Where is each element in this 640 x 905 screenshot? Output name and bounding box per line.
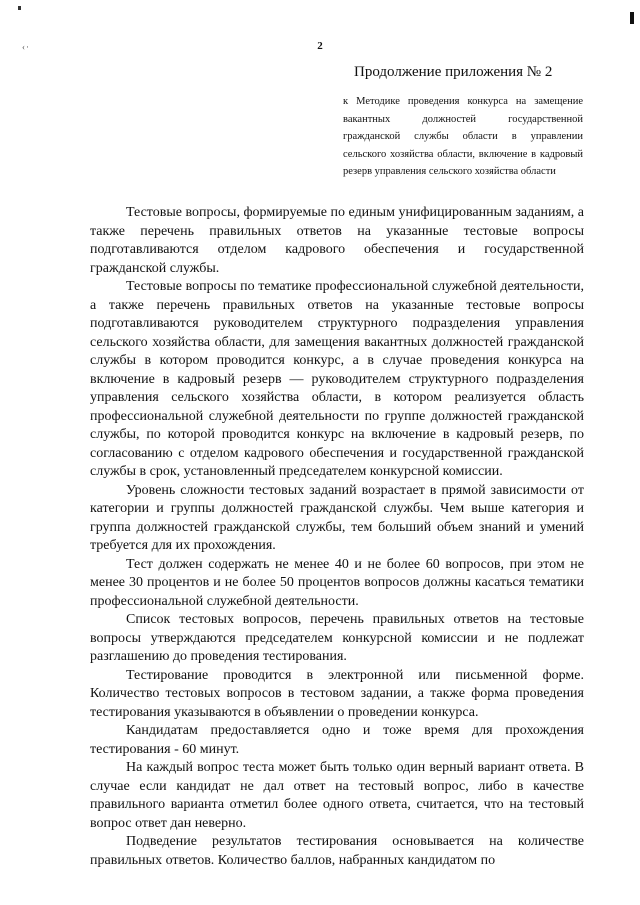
page-number: 2	[317, 40, 323, 52]
scan-mark	[630, 12, 634, 24]
appendix-title: Продолжение приложения № 2	[354, 64, 553, 80]
scan-mark	[18, 6, 21, 10]
body-text	[90, 204, 584, 870]
paragraph: Тестовые вопросы по тематике профессиональной служебной деятельности, а также перечень правильных ответов на указанные тестовые вопросы подготавливаются руководителем структурного подразделения управления сельского хозяйства области, для замещения вакантных должностей гражданской службы в котором проводится конкурс, а в случае проведения конкурса на включение в кадровый резерв — руководителем структурного подразделения управления сельского хозяйства области, в котором реализуется область профессиональной служебной деятельности по группе должностей гражданской службы, по которой проводится конкурс на включение в кадровый резерв, по согласованию с отделом кадрового обеспечения и государственной гражданской службы в срок, установленный председателем конкурсной комиссии.	[90, 279, 584, 479]
paragraph: Подведение результатов тестирования основывается на количестве правильных ответов. Количество баллов, набранных кандидатом по	[90, 834, 584, 868]
paragraph: Тестовые вопросы, формируемые по единым унифицированным заданиям, а также перечень правильных ответов на указанные тестовые вопросы подготавливаются отделом кадрового обеспечения и государственной гражданской службы.	[90, 205, 584, 276]
appendix-note: к Методике проведения конкурса на замещение вакантных должностей государственной гражданской службы области в управлении сельского хозяйства области, включение в кадровый резерв управления сельского хозяйства области	[343, 96, 583, 177]
paragraph: Уровень сложности тестовых заданий возрастает в прямой зависимости от категории и группы должностей гражданской службы. Чем выше категория и группа должностей гражданской службы, тем больший объем знаний и умений требуется для их прохождения.	[90, 482, 584, 553]
paragraph: Кандидатам предоставляется одно и тоже время для прохождения тестирования - 60 минут.	[90, 723, 584, 757]
paragraph: Список тестовых вопросов, перечень правильных ответов на тестовые вопросы утверждаются председателем конкурсной комиссии и не подлежат разглашению до проведения тестирования.	[90, 612, 584, 664]
paragraph: Тест должен содержать не менее 40 и не более 60 вопросов, при этом не менее 30 процентов и не более 50 процентов вопросов должны касаться тематики профессиональной служебной деятельности.	[90, 556, 584, 609]
paragraph: Тестирование проводится в электронной или письменной форме. Количество тестовых вопросов в тестовом задании, а также форма проведения тестирования указываются в объявлении о проведении конкурса.	[90, 667, 584, 720]
paragraph: На каждый вопрос теста может быть только один верный вариант ответа. В случае если кандидат не дал ответ на тестовый вопрос, либо в качестве правильного варианта отметил более одного ответа, считается, что на тестовый вопрос ответ дан неверно.	[90, 760, 584, 831]
scan-dots: ‹·	[22, 42, 30, 52]
